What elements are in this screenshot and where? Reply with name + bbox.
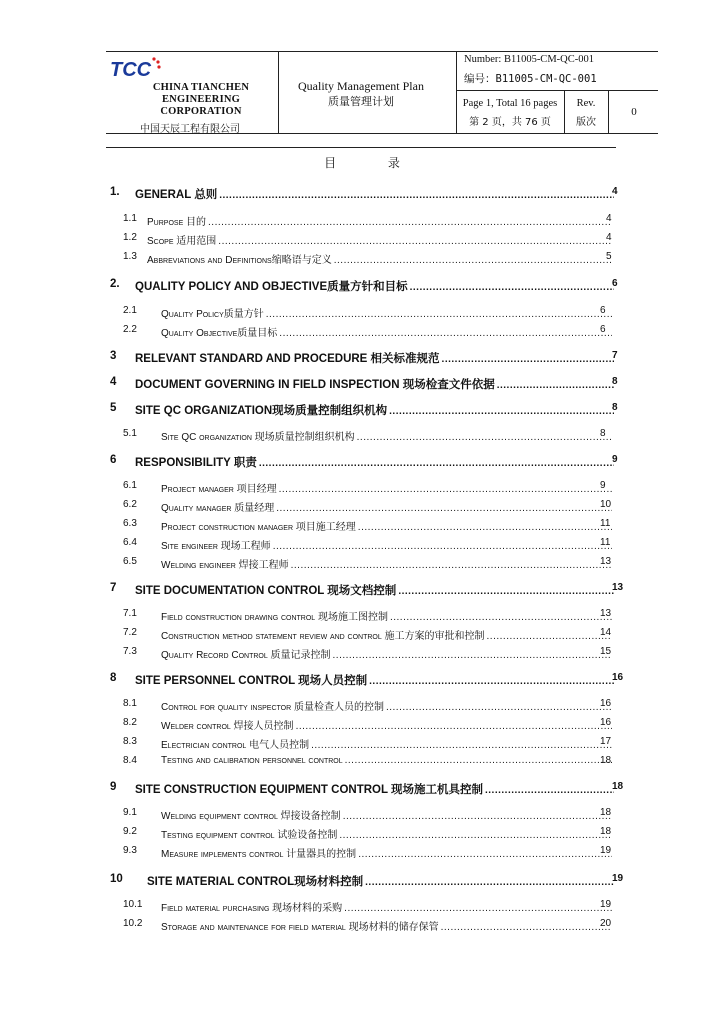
- toc-dot-leader: [365, 877, 614, 888]
- toc-subsection-entry[interactable]: [0, 324, 724, 340]
- toc-dot-leader: [357, 432, 612, 443]
- toc-subsection-entry[interactable]: [0, 518, 724, 534]
- toc-entry-number: 6.5: [123, 556, 137, 567]
- toc-entry-number: 3: [110, 350, 117, 362]
- toc-section-entry[interactable]: [0, 402, 724, 418]
- toc-subsection-entry[interactable]: [0, 556, 724, 572]
- toc-dot-leader: [345, 755, 612, 766]
- header-divider: [608, 90, 609, 133]
- toc-subsection-entry[interactable]: [0, 232, 724, 248]
- toc-entry-number: 4: [110, 376, 117, 388]
- header-divider: [278, 52, 279, 133]
- toc-entry-number: 7.1: [123, 608, 137, 619]
- toc-subsection-entry[interactable]: [0, 717, 724, 733]
- toc-subsection-entry[interactable]: [0, 608, 724, 624]
- toc-entry-page: 19: [600, 899, 612, 910]
- revision-value: 0: [631, 106, 637, 118]
- toc-entry-page: 14: [600, 627, 612, 638]
- toc-dot-leader: [279, 484, 612, 495]
- toc-subsection-entry[interactable]: [0, 428, 724, 444]
- toc-entry-number: 10.1: [123, 899, 143, 910]
- toc-entry-number: 6.3: [123, 518, 137, 529]
- toc-subsection-entry[interactable]: [0, 305, 724, 321]
- toc-entry-page: 18: [612, 781, 624, 792]
- toc-entry-label: Field construction drawing control 现场施工图控制: [161, 612, 388, 623]
- toc-entry-label: Quality Policy质量方针: [161, 309, 264, 320]
- toc-dot-leader: [390, 612, 612, 623]
- toc-entry-label: Measure implements control 计量器具的控制: [161, 849, 357, 860]
- toc-dot-leader: [343, 811, 612, 822]
- logo-text: TCC: [110, 59, 152, 80]
- toc-entry-number: 8: [110, 672, 117, 684]
- toc-subsection-entry[interactable]: [0, 826, 724, 842]
- toc-entry-number: 9.1: [123, 807, 137, 818]
- toc-dot-leader: [497, 380, 614, 391]
- toc-entry-page: 8: [612, 402, 618, 413]
- toc-entry-number: 8.3: [123, 736, 137, 747]
- toc-entry-label: Testing equipment control 试验设备控制: [161, 830, 338, 841]
- toc-entry-label: RESPONSIBILITY 职责: [135, 457, 257, 469]
- toc-section-entry[interactable]: [0, 582, 724, 598]
- toc-entry-page: 6: [600, 305, 606, 316]
- toc-entry-page: 16: [612, 672, 624, 683]
- toc-entry-number: 6: [110, 454, 117, 466]
- toc-dot-leader: [219, 190, 614, 201]
- toc-dot-leader: [333, 650, 612, 661]
- revision-label-cn: 版次: [576, 117, 596, 128]
- toc-dot-leader: [369, 676, 614, 687]
- toc-entry-label: Testing and calibration personnel control: [161, 755, 343, 766]
- toc-entry-number: 9.3: [123, 845, 137, 856]
- toc-entry-label: Construction method statement review and control 施工方案的审批和控制: [161, 631, 485, 642]
- toc-title: 目 录: [324, 156, 424, 170]
- toc-section-entry[interactable]: [0, 781, 724, 797]
- toc-entry-page: 7: [612, 350, 618, 361]
- document-title-en: Quality Management Plan: [298, 79, 424, 93]
- toc-subsection-entry[interactable]: [0, 251, 724, 267]
- toc-entry-page: 18: [600, 755, 612, 766]
- toc-subsection-entry[interactable]: [0, 627, 724, 643]
- toc-subsection-entry[interactable]: [0, 213, 724, 229]
- toc-dot-leader: [386, 702, 612, 713]
- page-count-cn: 第 2 页，共 76 页: [469, 117, 551, 128]
- toc-entry-label: QUALITY POLICY AND OBJECTIVE质量方针和目标: [135, 281, 408, 293]
- toc-dot-leader: [273, 541, 612, 552]
- toc-entry-page: 18: [600, 807, 612, 818]
- toc-subsection-entry[interactable]: [0, 499, 724, 515]
- toc-entry-number: 7.2: [123, 627, 137, 638]
- toc-section-entry[interactable]: [0, 454, 724, 470]
- toc-entry-number: 2.2: [123, 324, 137, 335]
- toc-entry-number: 1.1: [123, 213, 137, 224]
- toc-entry-label: SITE DOCUMENTATION CONTROL 现场文档控制: [135, 585, 397, 597]
- toc-entry-number: 10.2: [123, 918, 143, 929]
- toc-subsection-entry[interactable]: [0, 537, 724, 553]
- toc-dot-leader: [398, 586, 614, 597]
- toc-entry-number: 6.1: [123, 480, 137, 491]
- header-divider: [456, 90, 658, 91]
- toc-dot-leader: [344, 903, 612, 914]
- toc-section-entry[interactable]: [0, 376, 724, 392]
- header-rule: [106, 147, 616, 148]
- toc-subsection-entry[interactable]: [0, 845, 724, 861]
- toc-entry-label: Site QC organization 现场质量控制组织机构: [161, 432, 355, 443]
- toc-entry-number: 7: [110, 582, 117, 594]
- toc-entry-page: 13: [612, 582, 624, 593]
- toc-subsection-entry[interactable]: [0, 899, 724, 915]
- toc-entry-page: 10: [600, 499, 612, 510]
- document-title-cn: 质量管理计划: [328, 95, 394, 108]
- toc-entry-label: Storage and maintenance for field material 现场材料的储存保管: [161, 922, 439, 933]
- toc-entry-page: 16: [600, 717, 612, 728]
- toc-dot-leader: [487, 631, 612, 642]
- toc-entry-number: 6.4: [123, 537, 137, 548]
- toc-subsection-entry[interactable]: [0, 698, 724, 714]
- toc-entry-number: 5.1: [123, 428, 137, 439]
- toc-subsection-entry[interactable]: [0, 480, 724, 496]
- toc-entry-label: Welding engineer 焊接工程师: [161, 560, 289, 571]
- toc-section-entry[interactable]: [0, 186, 724, 202]
- toc-entry-page: 16: [600, 698, 612, 709]
- toc-subsection-entry[interactable]: [0, 918, 724, 934]
- toc-dot-leader: [358, 849, 612, 860]
- toc-dot-leader: [208, 217, 612, 228]
- toc-entry-label: Welding equipment control 焊接设备控制: [161, 811, 341, 822]
- toc-dot-leader: [389, 406, 614, 417]
- toc-entry-number: 7.3: [123, 646, 137, 657]
- company-name-en: CHINA TIANCHEN ENGINEERING CORPORATION: [152, 82, 250, 117]
- revision-label-en: Rev.: [576, 98, 596, 109]
- toc-dot-leader: [296, 721, 612, 732]
- toc-entry-page: 18: [600, 826, 612, 837]
- toc-subsection-entry[interactable]: [0, 807, 724, 823]
- toc-entry-label: SITE QC ORGANIZATION现场质量控制组织机构: [135, 405, 388, 417]
- toc-entry-label: Quality Record Control 质量记录控制: [161, 650, 331, 661]
- toc-entry-page: 20: [600, 918, 612, 929]
- toc-entry-label: Project construction manager 项目施工经理: [161, 522, 356, 533]
- toc-entry-page: 6: [612, 278, 618, 289]
- toc-entry-label: Control for quality inspector 质量检查人员的控制: [161, 702, 384, 713]
- toc-entry-number: 1.: [110, 186, 120, 198]
- toc-entry-label: SITE CONSTRUCTION EQUIPMENT CONTROL 现场施工机具控制: [135, 784, 483, 796]
- toc-section-entry[interactable]: [0, 278, 724, 294]
- toc-entry-page: 11: [600, 518, 611, 529]
- toc-entry-page: 17: [600, 736, 612, 747]
- toc-entry-label: GENERAL 总则: [135, 189, 218, 201]
- toc-dot-leader: [266, 309, 612, 320]
- toc-entry-number: 10: [110, 873, 123, 885]
- toc-entry-number: 8.4: [123, 755, 137, 766]
- toc-entry-page: 15: [600, 646, 612, 657]
- toc-dot-leader: [334, 255, 612, 266]
- toc-entry-page: 13: [600, 608, 612, 619]
- toc-dot-leader: [276, 503, 612, 514]
- toc-entry-label: Site engineer 现场工程师: [161, 541, 271, 552]
- toc-dot-leader: [279, 328, 612, 339]
- toc-entry-number: 1.3: [123, 251, 137, 262]
- toc-entry-number: 5: [110, 402, 117, 414]
- toc-entry-page: 9: [600, 480, 606, 491]
- toc-entry-number: 9.2: [123, 826, 137, 837]
- toc-entry-page: 13: [600, 556, 612, 567]
- toc-entry-page: 4: [606, 232, 612, 243]
- toc-entry-label: Electrician control 电气人员控制: [161, 740, 310, 751]
- toc-subsection-entry[interactable]: [0, 736, 724, 752]
- toc-section-entry[interactable]: [0, 873, 724, 889]
- toc-dot-leader: [441, 922, 612, 933]
- toc-entry-number: 8.2: [123, 717, 137, 728]
- toc-entry-label: Welder control 焊接人员控制: [161, 721, 294, 732]
- toc-entry-page: 19: [612, 873, 624, 884]
- toc-entry-label: Abbreviations and Definitions缩略语与定义: [147, 255, 332, 266]
- toc-entry-number: 9: [110, 781, 117, 793]
- toc-entry-page: 5: [606, 251, 612, 262]
- document-number-en: Number: B11005-CM-QC-001: [464, 54, 594, 65]
- toc-entry-label: Scope 适用范围: [147, 236, 217, 247]
- toc-entry-page: 4: [612, 186, 618, 197]
- toc-entry-label: SITE MATERIAL CONTROL现场材料控制: [147, 876, 364, 888]
- toc-entry-page: 8: [612, 376, 618, 387]
- document-header: [106, 51, 658, 134]
- toc-entry-page: 4: [606, 213, 612, 224]
- toc-subsection-entry[interactable]: [0, 755, 724, 771]
- toc-entry-label: Purpose 目的: [147, 217, 207, 228]
- toc-entry-label: RELEVANT STANDARD AND PROCEDURE 相关标准规范: [135, 353, 440, 365]
- toc-dot-leader: [218, 236, 612, 247]
- toc-subsection-entry[interactable]: [0, 646, 724, 662]
- toc-entry-page: 19: [600, 845, 612, 856]
- company-name-cn: 中国天辰工程有限公司: [140, 124, 240, 135]
- document-title: [286, 78, 436, 110]
- toc-entry-number: 6.2: [123, 499, 137, 510]
- toc-section-entry[interactable]: [0, 350, 724, 366]
- header-divider: [456, 52, 457, 133]
- document-number-cn: 编号：B11005-CM-QC-001: [464, 73, 597, 85]
- toc-entry-label: Field material purchasing 现场材料的采购: [161, 903, 343, 914]
- toc-section-entry[interactable]: [0, 672, 724, 688]
- page-count-en: Page 1, Total 16 pages: [462, 98, 558, 109]
- toc-entry-label: Quality manager 质量经理: [161, 503, 275, 514]
- toc-entry-number: 2.1: [123, 305, 137, 316]
- toc-entry-number: 1.2: [123, 232, 137, 243]
- toc-entry-label: DOCUMENT GOVERNING IN FIELD INSPECTION 现场检查文件依据: [135, 379, 495, 391]
- toc-dot-leader: [259, 458, 614, 469]
- toc-dot-leader: [311, 740, 612, 751]
- toc-entry-number: 2.: [110, 278, 120, 290]
- toc-entry-page: 11: [600, 537, 611, 548]
- toc-dot-leader: [291, 560, 612, 571]
- toc-dot-leader: [358, 522, 612, 533]
- toc-entry-page: 8: [600, 428, 606, 439]
- toc-dot-leader: [485, 785, 614, 796]
- toc-entry-number: 8.1: [123, 698, 137, 709]
- toc-dot-leader: [339, 830, 612, 841]
- toc-dot-leader: [410, 282, 614, 293]
- toc-entry-page: 6: [600, 324, 606, 335]
- toc-entry-label: Quality Objective质量目标: [161, 328, 278, 339]
- toc-entry-label: Project manager 项目经理: [161, 484, 277, 495]
- toc-dot-leader: [442, 354, 614, 365]
- toc-entry-label: SITE PERSONNEL CONTROL 现场人员控制: [135, 675, 368, 687]
- tcc-logo: [110, 56, 162, 80]
- toc-entry-page: 9: [612, 454, 618, 465]
